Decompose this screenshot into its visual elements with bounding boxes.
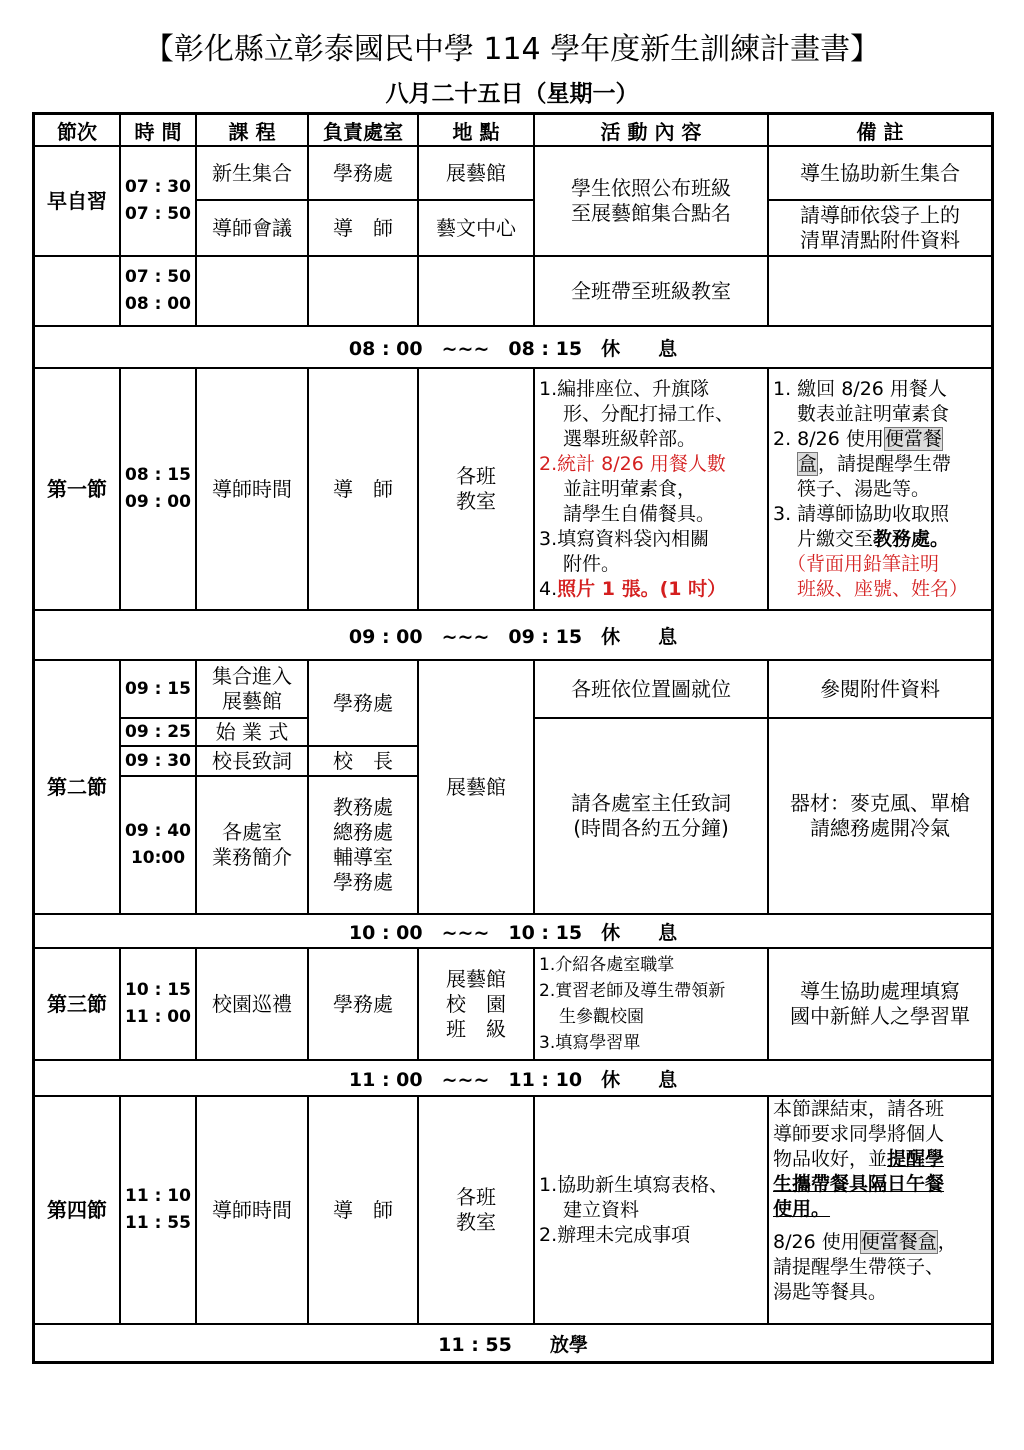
early-time-cell	[120, 146, 196, 256]
p2-office-4-line4: 學務處	[333, 870, 393, 894]
p1-time-cell	[120, 368, 196, 610]
p4-place	[418, 1096, 534, 1324]
p4-note-line3	[773, 1147, 944, 1172]
early-note2-line1: 請導師依袋子上的	[800, 203, 960, 227]
header-place: 地 點	[418, 114, 534, 146]
p1-item-1-line2: 形、分配打掃工作、	[563, 402, 735, 425]
p4-note-line4: 生攜帶餐具隔日午餐	[773, 1173, 945, 1195]
p2-office-1: 學務處	[308, 660, 418, 746]
p2-office-4-line1: 教務處	[333, 795, 393, 819]
p4-course: 導師時間	[196, 1096, 308, 1324]
empty-session-cell	[34, 256, 120, 326]
p4-note-line6-suffix: ，	[937, 1231, 957, 1253]
p1-note-2-suffix: ，請提醒學生帶	[818, 452, 952, 475]
p1-item-3-line1: 3.填寫資料袋內相關	[539, 527, 710, 550]
p1-item-4-number: 4.	[539, 577, 558, 600]
p1-item-4-red-text: 照片 1 張。(1 吋）	[557, 577, 727, 600]
p1-note-3-bold: 教務處。	[873, 527, 950, 550]
p1-note-3-prefix: 片繳交至	[797, 527, 874, 550]
p1-note-2-line1	[773, 427, 943, 452]
empty-note-cell	[768, 256, 992, 326]
header-note: 備 註	[768, 114, 992, 146]
p1-note-2-line2	[773, 452, 951, 477]
p3-course: 校園巡禮	[196, 948, 308, 1060]
p2-office-4-line2: 總務處	[333, 820, 393, 844]
session-period-2: 第二節	[34, 660, 120, 914]
header-session: 節次	[34, 114, 120, 146]
p1-item-2-number: 2.	[539, 452, 558, 475]
early-content-3: 全班帶至班級教室	[534, 256, 768, 326]
break-row-1: 08 : 00 ~~~ 08 : 15 休 息	[34, 326, 992, 368]
p1-content-list	[534, 368, 768, 610]
p3-item-2-line2: 生參觀校園	[559, 1007, 644, 1027]
p1-item-1-line3: 選舉班級幹部。	[563, 427, 697, 450]
session-period-3: 第三節	[34, 948, 120, 1060]
p4-time-cell	[120, 1096, 196, 1324]
p4-note-list	[768, 1096, 992, 1324]
p3-place-line2: 校 園	[446, 991, 506, 1016]
header-office: 負責處室	[308, 114, 418, 146]
early-note-2	[768, 200, 992, 256]
p4-item-1-line2: 建立資料	[563, 1198, 640, 1221]
p2-course-1-line2: 展藝館	[222, 689, 282, 713]
p2-course-4-line1: 各處室	[222, 820, 282, 844]
dismissal-row: 11 : 55 放學	[34, 1324, 992, 1362]
break-row-2: 09 : 00 ~~~ 09 : 15 休 息	[34, 610, 992, 660]
p2-note-1: 參閱附件資料	[768, 660, 992, 718]
p2-time-3: 09 : 30	[120, 746, 196, 776]
p1-item-2-red-text: 統計 8/26 用餐人數	[557, 452, 726, 475]
p2-course-2: 始 業 式	[196, 718, 308, 746]
p1-place-line1: 各班	[456, 464, 496, 488]
p2-content-2-line2: (時間各約五分鐘)	[573, 816, 729, 840]
p1-note-3-line2	[773, 527, 949, 552]
p2-course-4-line2: 業務簡介	[212, 845, 292, 869]
p3-time-end: 11 : 00	[125, 1007, 191, 1027]
p1-place-line2: 教室	[456, 489, 496, 513]
p4-note-line7: 請提醒學生帶筷子、	[773, 1256, 945, 1278]
p4-note-line3-prefix: 物品收好，並	[773, 1148, 888, 1170]
p2-time-1: 09 : 15	[120, 660, 196, 718]
break-row-3: 10 : 00 ~~~ 10 : 15 休 息	[34, 914, 992, 948]
p3-place	[418, 948, 534, 1060]
early-office-2: 導 師	[308, 200, 418, 256]
p4-note-line3-bold: 提醒學	[887, 1148, 945, 1170]
p4-note-line6	[773, 1230, 957, 1255]
early-time-end: 07 : 50	[125, 204, 191, 224]
p2-content-2-line1: 請各處室主任致詞	[571, 791, 731, 815]
p1-office: 導 師	[308, 368, 418, 610]
p2-content-2	[534, 718, 768, 914]
header-time: 時 間	[120, 114, 196, 146]
p4-office: 導 師	[308, 1096, 418, 1324]
p1-course: 導師時間	[196, 368, 308, 610]
p2-time-4-start: 09 : 40	[125, 821, 191, 841]
early-time-start-2: 07 : 50	[125, 267, 191, 287]
p1-note-1-line1: 1. 繳回 8/26 用餐人	[773, 377, 947, 400]
p1-note-2-prefix: 2. 8/26 使用	[773, 427, 884, 450]
p1-item-2-line3: 請學生自備餐具。	[563, 502, 716, 525]
header-content: 活 動 內 容	[534, 114, 768, 146]
early-course-1: 新生集合	[196, 146, 308, 200]
p2-note-2-line1: 器材：麥克風、單槍	[790, 791, 970, 815]
p1-time-end: 09 : 00	[125, 492, 191, 512]
p1-note-3-line1: 3. 請導師協助收取照	[773, 502, 950, 525]
p2-time-4-end: 10:00	[130, 848, 186, 868]
early-course-2: 導師會議	[196, 200, 308, 256]
p4-note-line1: 本節課結束，請各班	[773, 1098, 945, 1120]
early-content-line1: 學生依照公布班級	[571, 176, 731, 200]
early-place-1: 展藝館	[418, 146, 534, 200]
p3-time-start: 10 : 15	[125, 980, 191, 1000]
session-early: 早自習	[34, 146, 120, 256]
p1-note-2-highlight-1: 便當餐	[884, 427, 942, 450]
p3-item-3: 3.填寫學習單	[539, 1033, 641, 1053]
early-office-1: 學務處	[308, 146, 418, 200]
p1-item-2-line1	[539, 452, 726, 477]
p4-place-line2: 教室	[456, 1210, 496, 1234]
early-time-cell-2	[120, 256, 196, 326]
p4-note-line5: 使用。	[773, 1198, 831, 1220]
p2-course-1	[196, 660, 308, 718]
early-content-line2: 至展藝館集合點名	[571, 201, 731, 225]
p4-note-line2: 導師要求同學將個人	[773, 1123, 945, 1145]
p3-office: 學務處	[308, 948, 418, 1060]
p3-item-2-line1: 2.實習老師及導生帶領新	[539, 981, 726, 1001]
p3-note-line1: 導生協助處理填寫	[800, 979, 960, 1003]
p2-time-2: 09 : 25	[120, 718, 196, 746]
p4-note-line6-highlight: 便當餐盒	[860, 1231, 937, 1253]
p3-note	[768, 948, 992, 1060]
p1-note-3-red-line2: 班級、座號、姓名）	[797, 577, 969, 600]
p2-note-2	[768, 718, 992, 914]
p1-note-list	[768, 368, 992, 610]
p3-item-1: 1.介紹各處室職掌	[539, 955, 675, 975]
early-note-1: 導生協助新生集合	[768, 146, 992, 200]
p1-note-2-line3: 筷子、湯匙等。	[797, 477, 931, 500]
p2-course-1-line1: 集合進入	[212, 664, 292, 688]
p2-content-1: 各班依位置圖就位	[534, 660, 768, 718]
p4-item-1-line1: 1.協助新生填寫表格、	[539, 1173, 729, 1196]
page-subtitle: 八月二十五日（星期一）	[385, 81, 639, 107]
p2-course-4	[196, 776, 308, 914]
early-content	[534, 146, 768, 256]
p1-note-2-highlight-2: 盒	[798, 452, 818, 475]
p1-time-start: 08 : 15	[125, 465, 191, 485]
early-time-end-2: 08 : 00	[125, 294, 191, 314]
p4-content-list	[534, 1096, 768, 1324]
p3-content-list	[534, 948, 768, 1060]
p3-time-cell	[120, 948, 196, 1060]
p3-place-line3: 班 級	[446, 1016, 506, 1041]
session-period-1: 第一節	[34, 368, 120, 610]
p4-time-start: 11 : 10	[125, 1186, 191, 1206]
p2-place: 展藝館	[418, 660, 534, 914]
p3-note-line2: 國中新鮮人之學習單	[790, 1004, 970, 1028]
p1-item-3-line2: 附件。	[563, 552, 621, 575]
empty-office-cell	[308, 256, 418, 326]
p2-note-2-line2: 請總務處開冷氣	[810, 816, 950, 840]
p1-item-2-line2: 並註明葷素食，	[563, 477, 697, 500]
empty-place-cell	[418, 256, 534, 326]
p2-office-4-line3: 輔導室	[333, 845, 393, 869]
p1-item-4	[539, 577, 726, 602]
p2-office-3: 校 長	[308, 746, 418, 776]
page-title: 【彰化縣立彰泰國民中學 114 學年度新生訓練計畫書】	[143, 32, 881, 67]
early-time-start: 07 : 30	[125, 177, 191, 197]
p2-office-4	[308, 776, 418, 914]
early-place-2: 藝文中心	[418, 200, 534, 256]
p2-course-3: 校長致詞	[196, 746, 308, 776]
session-period-4: 第四節	[34, 1096, 120, 1324]
p3-place-line1: 展藝館	[446, 966, 506, 991]
break-row-4: 11 : 00 ~~~ 11 : 10 休 息	[34, 1060, 992, 1096]
p4-item-2: 2.辦理未完成事項	[539, 1223, 691, 1246]
header-course: 課 程	[196, 114, 308, 146]
p4-place-line1: 各班	[456, 1185, 496, 1209]
early-note2-line2: 清單清點附件資料	[800, 228, 960, 252]
p2-time-4	[120, 776, 196, 914]
empty-course-cell	[196, 256, 308, 326]
p4-time-end: 11 : 55	[125, 1213, 191, 1233]
p1-item-1-line1: 1.編排座位、升旗隊	[539, 377, 710, 400]
p1-note-3-red-line1: （背面用鉛筆註明	[787, 552, 940, 575]
p1-place	[418, 368, 534, 610]
p4-note-line6-prefix: 8/26 使用	[773, 1231, 860, 1253]
p1-note-1-line2: 數表並註明葷素食	[797, 402, 950, 425]
p4-note-line8: 湯匙等餐具。	[773, 1281, 888, 1303]
